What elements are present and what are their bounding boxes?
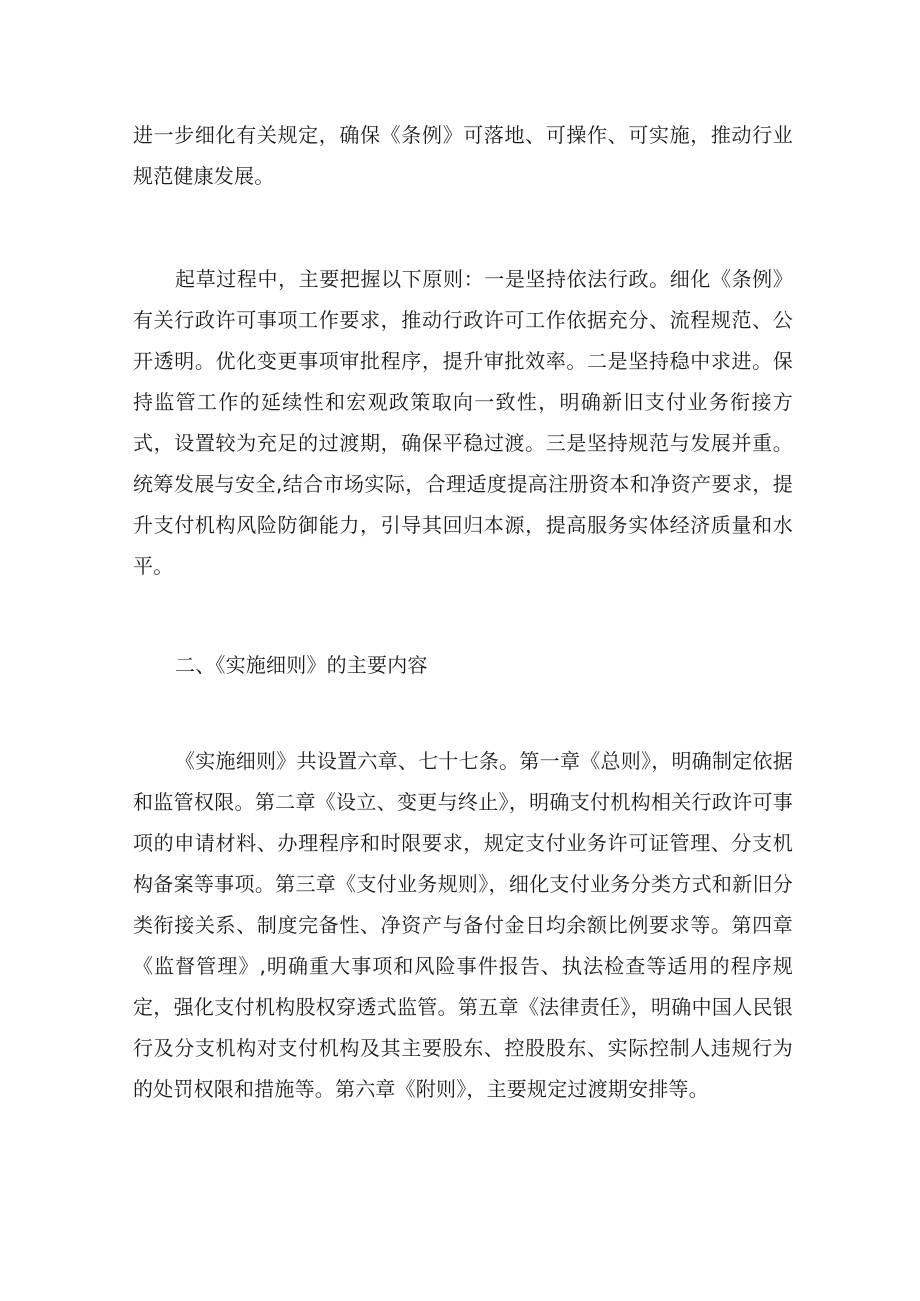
body-paragraph-continuation: 进一步细化有关规定，确保《条例》可落地、可操作、可实施，推动行业规范健康发展。 bbox=[133, 123, 793, 188]
section-heading: 二、《实施细则》的主要内容 bbox=[175, 653, 428, 677]
body-paragraph-principles: 起草过程中，主要把握以下原则：一是坚持依法行政。细化《条例》有关行政许可事项工作要求，推动行政许可工作依据充分、流程规范、公开透明。优化变更事项审批程序，提升审批效率。二是坚持稳中求进。保持监管工作的延续性和宏观政策取向一致性，明确新旧支付业务衔接方式，设置较为充足的过渡期，确保平稳过渡。三是坚持规范与发展并重。统筹发展与安全,结合市场实际，合理适度提高注册资本和净资产要求，提升支付机构风险防御能力，引导其回归本源，提高服务实体经济质量和水平。 bbox=[133, 267, 793, 578]
body-paragraph-contents: 《实施细则》共设置六章、七十七条。第一章《总则》，明确制定依据和监管权限。第二章《设立、变更与终止》，明确支付机构相关行政许可事项的申请材料、办理程序和时限要求，规定支付业务许可证管理、分支机构备案等事项。第三章《支付业务规则》，细化支付业务分类方式和新旧分类衔接关系、制度完备性、净资产与备付金日均余额比例要求等。第四章《监督管理》,明确重大事项和风险事件报告、执法检查等适用的程序规定，强化支付机构股权穿透式监管。第五章《法律责任》，明确中国人民银行及分支机构对支付机构及其主要股东、控股股东、实际控制人违规行为的处罚权限和措施等。第六章《附则》，主要规定过渡期安排等。 bbox=[133, 749, 793, 1101]
